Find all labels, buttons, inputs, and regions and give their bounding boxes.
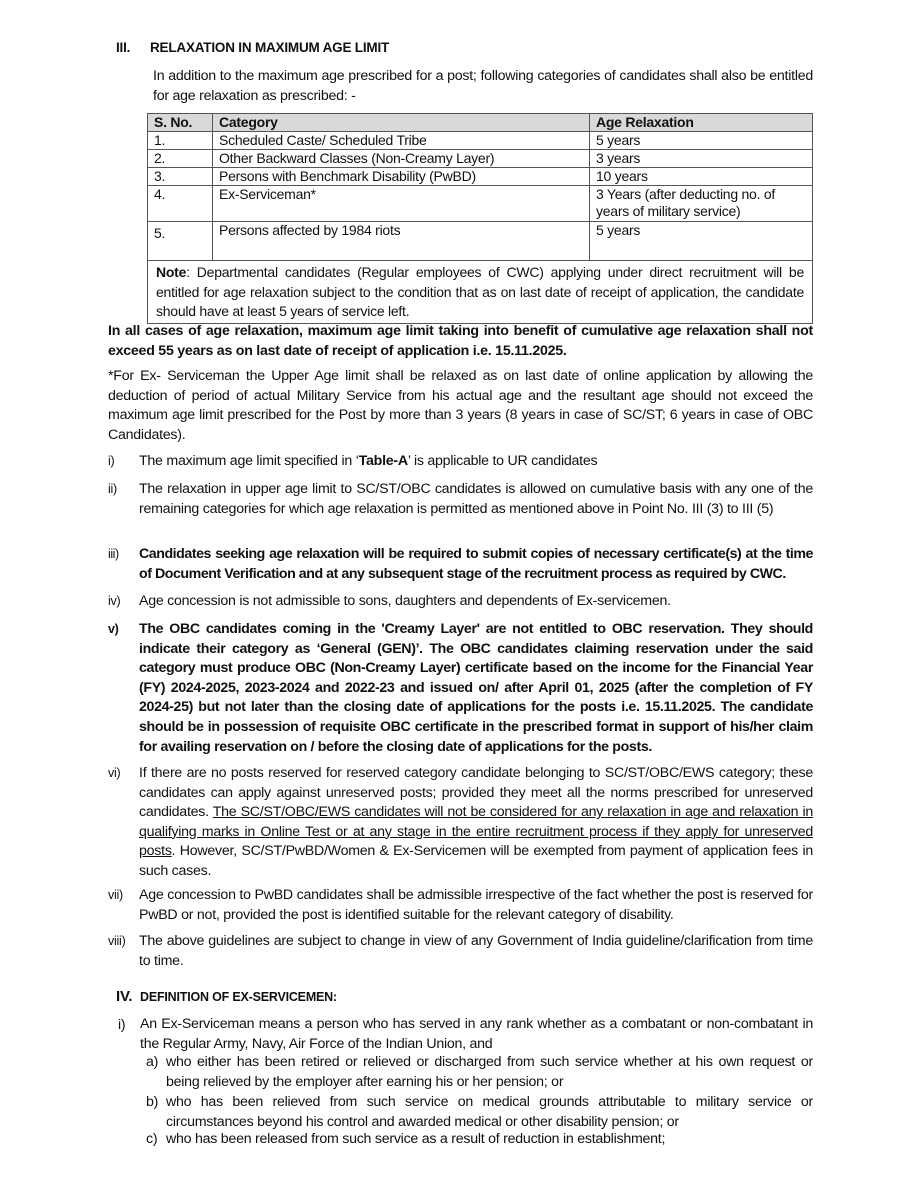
cell-category: Persons affected by 1984 riots [213, 222, 590, 261]
point-marker: v) [108, 622, 119, 636]
cell-sno: 4. [148, 186, 213, 222]
table-row [148, 168, 813, 186]
header-age-relaxation: Age Relaxation [590, 114, 813, 132]
subpoint-marker: c) [146, 1131, 158, 1147]
table-header-row [148, 114, 813, 132]
section-3-intro: In addition to the maximum age prescribed for a post; following categories of candidates shall also be entitled for age relaxation as prescribed: - [153, 68, 813, 104]
point-v [108, 620, 813, 757]
point-text: The OBC candidates coming in the 'Creamy Layer' are not entitled to OBC reservation. They should indicate their category as ‘General (GEN)’. The OBC candidates claiming reservation under the said category must produce OBC (Non-Creamy Layer) certificate based on the income for the Financial Year (FY) 2024-2025, 2023-2024 and 2022-23 and issued on/ after April 01, 2025 (after the completion of FY 2024-25) but not later than the closing date of applications for the posts i.e. 15.11.2025. The candidate should be in possession of requisite OBC certificate in the prescribed format in support of his/her claim for availing reservation on / before the closing date of applications for the posts. [139, 621, 813, 755]
point-marker: i) [108, 454, 115, 468]
cell-category: Ex-Serviceman* [213, 186, 590, 222]
point-iii [108, 545, 813, 584]
point-vii [108, 886, 813, 925]
subpoint-text: who either has been retired or relieved or discharged from such service whether at his own request or being relieved by the employer after earning his or her pension; or [166, 1054, 813, 1090]
cell-sno: 5. [148, 222, 213, 261]
point-marker: vi) [108, 766, 121, 780]
subpoint-marker: b) [146, 1094, 159, 1110]
subpoint-marker: a) [146, 1054, 159, 1070]
section-number: IV. [116, 988, 133, 1005]
table-a-reference: Table-A [358, 453, 408, 469]
point-text: The relaxation in upper age limit to SC/ST/OBC candidates is allowed on cumulative basis with any one of the remaining categories for which age relaxation is permitted as mentioned above in Point No. III (3) to III (5) [139, 481, 813, 517]
cell-relaxation: 5 years [590, 222, 813, 261]
point-text-pre: If there are no posts reserved for reserved category candidate belonging to SC/ST/OBC/EWS category; these candidates can apply against unreserved posts; provided they meet all the norms prescribed for unreserved candidates. [139, 765, 813, 821]
cell-sno: 3. [148, 168, 213, 186]
definition-point-i [118, 1015, 813, 1054]
cumulative-age-statement: In all cases of age relaxation, maximum age limit taking into benefit of cumulative age relaxation shall not exceed 55 years as on last date of receipt of application i.e. 15.11.2025. [108, 323, 813, 359]
table-row [148, 132, 813, 150]
subpoint-text: who has been released from such service as a result of reduction in establishment; [166, 1131, 666, 1147]
point-text-post: ’ is applicable to UR candidates [407, 453, 598, 469]
point-text [139, 452, 813, 472]
section-title: DEFINITION OF EX-SERVICEMEN: [140, 990, 337, 1004]
ex-serviceman-footnote: *For Ex- Serviceman the Upper Age limit shall be relaxed as on last date of online application by allowing the deduction of period of actual Military Service from his actual age and the resultant age should not exceed the maximum age limit prescribed for the Post by more than 3 years (8 years in case of SC/ST; 6 years in case of OBC Candidates). [108, 368, 813, 443]
cell-category: Persons with Benchmark Disability (PwBD) [213, 168, 590, 186]
note-label: Note [156, 264, 187, 280]
point-marker: ii) [108, 482, 117, 496]
point-marker: iii) [108, 547, 119, 561]
cell-relaxation: 5 years [590, 132, 813, 150]
table-row [148, 186, 813, 222]
section-title: RELAXATION IN MAXIMUM AGE LIMIT [150, 40, 390, 55]
cell-relaxation: 3 years [590, 150, 813, 168]
subpoint-text: who has been relieved from such service on medical grounds attributable to military service or circumstances beyond his control and awarded medical or other disability pension; or [166, 1094, 813, 1130]
point-viii [108, 932, 813, 971]
point-marker: i) [118, 1016, 126, 1032]
table-row [148, 222, 813, 261]
point-text: An Ex-Serviceman means a person who has served in any rank whether as a combatant or non-combatant in the Regular Army, Navy, Air Force of the Indian Union, and [140, 1016, 813, 1052]
point-marker: vii) [108, 888, 123, 902]
cell-sno: 2. [148, 150, 213, 168]
point-text: Candidates seeking age relaxation will be required to submit copies of necessary certificate(s) at the time of Document Verification and at any subsequent stage of the recruitment process as required by CWC. [139, 546, 813, 582]
cell-relaxation: 10 years [590, 168, 813, 186]
cell-category: Scheduled Caste/ Scheduled Tribe [213, 132, 590, 150]
definition-subpoint-a [146, 1053, 813, 1092]
point-text: Age concession to PwBD candidates shall be admissible irrespective of the fact whether the post is reserved for PwBD or not, provided the post is identified suitable for the relevant category of disability. [139, 887, 813, 923]
point-iv [108, 592, 813, 612]
point-text: The above guidelines are subject to change in view of any Government of India guideline/clarification from time to time. [139, 933, 813, 969]
point-text-pre: The maximum age limit specified in ‘ [139, 453, 359, 469]
cell-relaxation: 3 Years (after deducting no. of years of military service) [590, 186, 813, 222]
point-marker: viii) [108, 934, 126, 948]
point-text: Age concession is not admissible to sons, daughters and dependents of Ex-servicemen. [139, 593, 671, 609]
definition-subpoint-c [146, 1130, 813, 1150]
point-text [139, 764, 813, 882]
header-category: Category [213, 114, 590, 132]
cell-sno: 1. [148, 132, 213, 150]
point-ii [108, 480, 813, 519]
header-sno: S. No. [148, 114, 213, 132]
definition-subpoint-b [146, 1093, 813, 1132]
table-note-row [148, 261, 813, 324]
section-4-heading [116, 988, 337, 1005]
age-relaxation-table [147, 113, 813, 324]
section-3-heading [116, 40, 389, 55]
point-marker: iv) [108, 594, 121, 608]
underlined-clause: The SC/ST/OBC/EWS candidates will not be considered for any relaxation in age and relaxation in qualifying marks in Online Test or at any stage in the entire recruitment process if they apply for unreserved posts [139, 804, 813, 860]
point-text-post: . However, SC/ST/PwBD/Women & Ex-Servicemen will be exempted from payment of application fees in such cases. [139, 843, 813, 879]
point-i [108, 452, 813, 472]
table-row [148, 150, 813, 168]
table-note [148, 261, 813, 324]
section-number: III. [116, 40, 131, 55]
cell-category: Other Backward Classes (Non-Creamy Layer) [213, 150, 590, 168]
note-text: : Departmental candidates (Regular employees of CWC) applying under direct recruitment will be entitled for age relaxation subject to the condition that as on last date of receipt of application, the candidate should have at least 5 years of service left. [156, 264, 804, 320]
point-vi [108, 764, 813, 882]
